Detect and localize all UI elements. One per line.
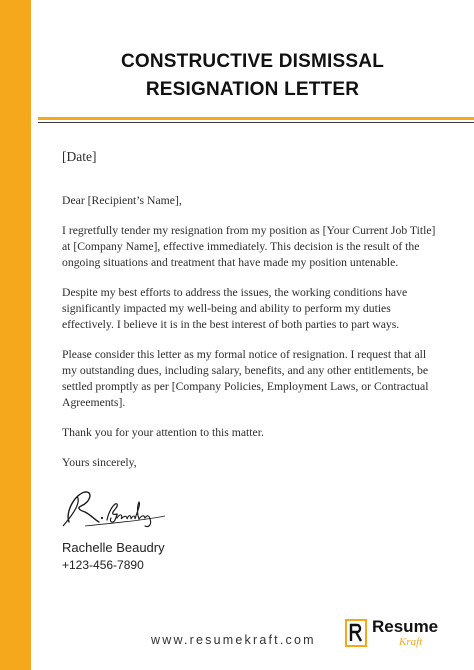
website-link[interactable]: www.resumekraft.com: [151, 633, 316, 647]
title-divider-dark-line: [38, 122, 474, 123]
title-line-2: RESIGNATION LETTER: [145, 79, 360, 100]
paragraph-1: I regretfully tender my resignation from my position as [Your Current Job Title] at [Company Name], effective immediately. This decision is the result of the ongoing situations and treatment that have made my position untenable.: [62, 224, 436, 269]
handwritten-signature: [55, 482, 175, 532]
signer-name: Rachelle Beaudry: [62, 540, 165, 555]
paragraph-2: Despite my best efforts to address the issues, the working conditions have significantly impacted my well-being and ability to perform my duties effectively. I believe it is in the best interest of both parties to part ways.: [62, 286, 408, 331]
closing: Yours sincerely,: [62, 456, 137, 469]
accent-sidebar-bar: [0, 0, 31, 670]
document-title: [31, 48, 474, 104]
signer-phone: +123-456-7890: [62, 558, 144, 572]
resumekraft-logo: [345, 617, 455, 653]
logo-subword: Kraft: [399, 636, 423, 648]
title-divider: [38, 117, 474, 120]
logo-word: Resume: [372, 617, 439, 636]
paragraph-3: Please consider this letter as my formal notice of resignation. I request that all my outstanding dues, including salary, benefits, and any other entitlements, be settled promptly as per [Company Policies, Employment Laws, or Contractual Agreements].: [62, 348, 429, 409]
logo-mark-icon: [345, 619, 367, 647]
title-line-1: CONSTRUCTIVE DISMISSAL: [120, 51, 385, 72]
letter-date: [Date]: [62, 149, 97, 164]
salutation: Dear [Recipient’s Name],: [62, 194, 182, 207]
paragraph-4: Thank you for your attention to this matter.: [62, 426, 264, 439]
letter-body: [62, 149, 442, 485]
